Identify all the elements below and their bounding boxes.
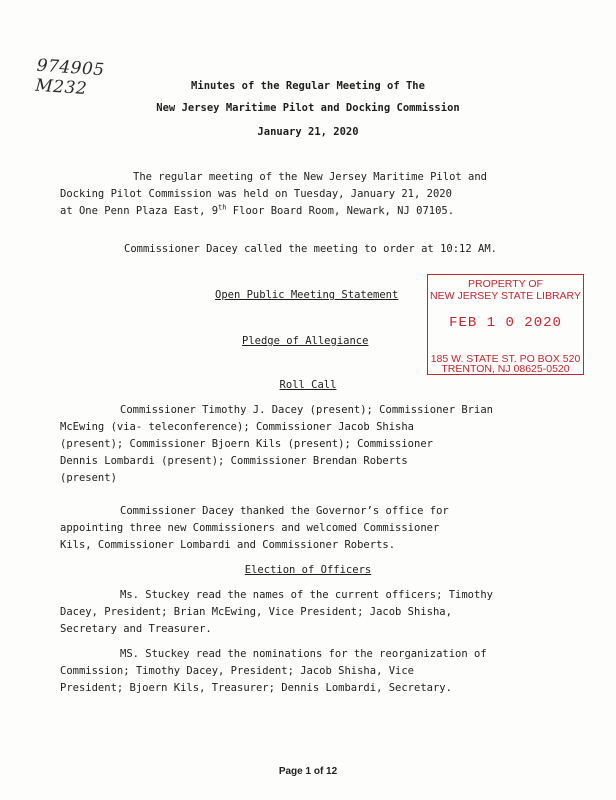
stamp-line-1: PROPERTY OF — [468, 278, 543, 290]
intro-line-2: Docking Pilot Commission was held on Tuesday, January 21, 2020 — [60, 188, 452, 200]
intro-line-1: The regular meeting of the New Jersey Maritime Pilot and — [133, 171, 488, 183]
roll-call-line-3: (present); Commissioner Bjoern Kils (present); Commissioner — [60, 438, 433, 450]
intro-line-3-post: Floor Board Room, Newark, NJ 07105. — [226, 205, 455, 217]
library-stamp — [427, 274, 584, 375]
title-line-2: New Jersey Maritime Pilot and Docking Commission — [156, 102, 460, 114]
meeting-date: January 21, 2020 — [257, 126, 359, 138]
stamp-date: FEB 1 0 2020 — [449, 315, 562, 331]
call-to-order: Commissioner Dacey called the meeting to order at 10:12 AM. — [124, 243, 497, 255]
officers-line-2: Dacey, President; Brian McEwing, Vice President; Jacob Shisha, — [60, 606, 452, 618]
heading-election-of-officers: Election of Officers — [244, 564, 372, 576]
thanks-line-2: appointing three new Commissioners and welcomed Commissioner — [60, 522, 440, 534]
roll-call-line-5: (present) — [60, 472, 117, 484]
handwritten-line-2: M232 — [34, 75, 88, 100]
page-number: Page 1 of 12 — [278, 766, 338, 777]
title-line-1: Minutes of the Regular Meeting of The — [191, 80, 425, 92]
stamp-line-2: NEW JERSEY STATE LIBRARY — [430, 290, 581, 302]
nominations-line-2: Commission; Timothy Dacey, President; Jacob Shisha, Vice — [60, 665, 415, 677]
officers-line-3: Secretary and Treasurer. — [60, 623, 212, 635]
intro-line-3 — [60, 203, 454, 220]
stamp-address-1: 185 W. STATE ST. PO BOX 520 — [430, 353, 581, 365]
heading-pledge: Pledge of Allegiance — [242, 335, 369, 347]
roll-call-line-2: McEwing (via- teleconference); Commissioner Jacob Shisha — [60, 421, 415, 433]
nominations-line-1: MS. Stuckey read the nominations for the reorganization of — [120, 648, 487, 660]
intro-line-3-pre: at One Penn Plaza East, 9 — [60, 205, 219, 217]
thanks-line-1: Commissioner Dacey thanked the Governor’s office for — [120, 505, 449, 517]
officers-line-1: Ms. Stuckey read the names of the current officers; Timothy — [120, 589, 493, 601]
handwritten-line-1: 974905 — [36, 55, 106, 81]
thanks-line-3: Kils, Commissioner Lombardi and Commissioner Roberts. — [60, 539, 396, 551]
nominations-line-3: President; Bjoern Kils, Treasurer; Dennis Lombardi, Secretary. — [60, 682, 452, 694]
roll-call-line-4: Dennis Lombardi (present); Commissioner Brendan Roberts — [60, 455, 408, 467]
stamp-address-2: TRENTON, NJ 08625-0520 — [441, 363, 570, 375]
heading-roll-call: Roll Call — [279, 379, 337, 391]
intro-line-3-sup: th — [218, 203, 227, 212]
heading-open-public-meeting: Open Public Meeting Statement — [215, 289, 399, 301]
roll-call-line-1: Commissioner Timothy J. Dacey (present); Commissioner Brian — [120, 404, 493, 416]
